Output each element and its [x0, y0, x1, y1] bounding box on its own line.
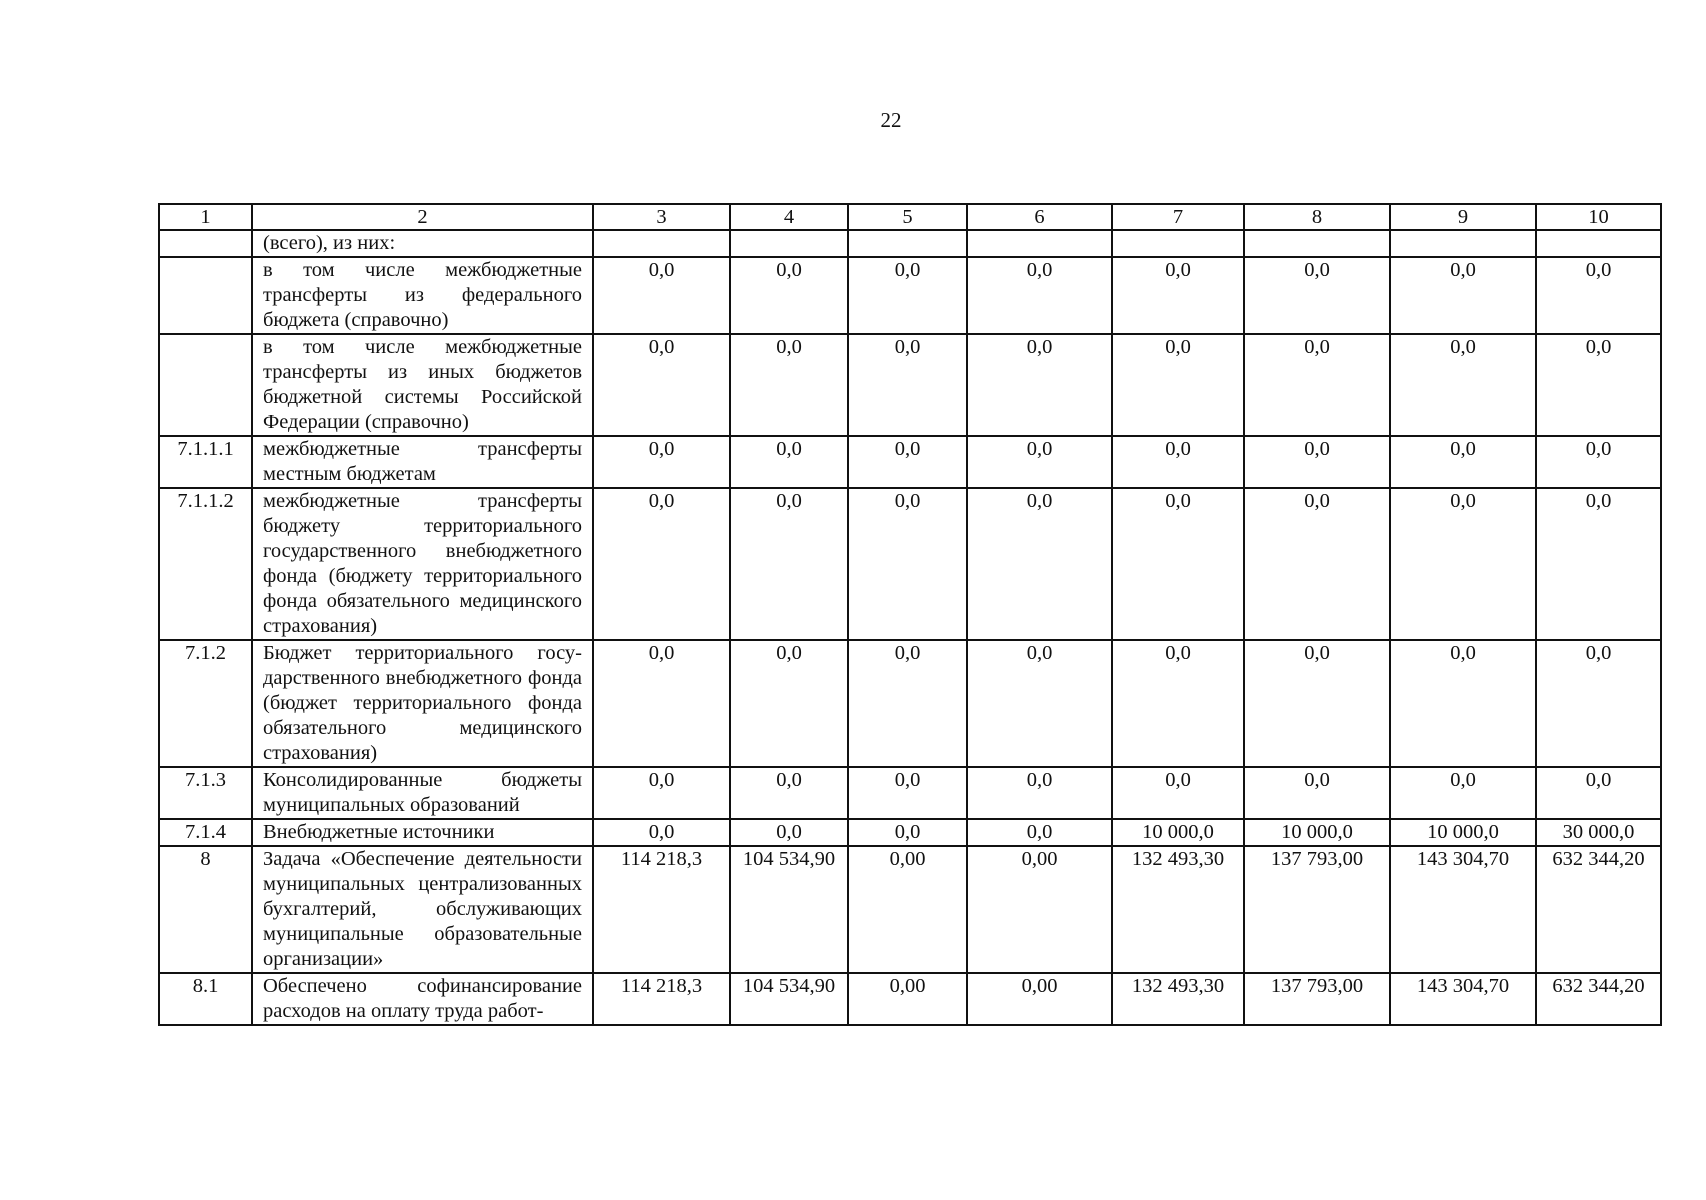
page-number: 22	[880, 108, 902, 132]
value-cell: 132 493,30	[1112, 973, 1244, 1025]
value-cell: 0,00	[848, 846, 967, 973]
value-cell: 0,0	[1244, 436, 1390, 488]
value-cell: 104 534,90	[730, 973, 848, 1025]
column-number: 5	[848, 204, 967, 230]
row-code: 8	[159, 846, 252, 973]
table-row	[159, 436, 1661, 488]
table-row	[159, 640, 1661, 767]
table-row	[159, 230, 1661, 257]
value-cell: 0,0	[730, 257, 848, 334]
table-row	[159, 819, 1661, 846]
value-cell: 0,0	[1112, 257, 1244, 334]
value-cell: 0,0	[848, 819, 967, 846]
row-description: в том числе межбюджетные трансферты из федерального бюджета (справочно)	[252, 257, 593, 334]
value-cell: 0,0	[1244, 257, 1390, 334]
row-code: 7.1.1.1	[159, 436, 252, 488]
value-cell: 632 344,20	[1536, 973, 1661, 1025]
value-cell: 0,0	[1112, 767, 1244, 819]
value-cell: 0,0	[1244, 640, 1390, 767]
value-cell	[848, 230, 967, 257]
column-number: 8	[1244, 204, 1390, 230]
row-description: в том числе межбюджетные трансферты из иных бюджетов бюджетной системы Российской Федерации (справочно)	[252, 334, 593, 436]
value-cell: 0,00	[967, 846, 1112, 973]
row-description: межбюджетные трансферты бюджету территориального государственного внебюджетного фонда (бюджету территориального фонда обязательного медицинского страхования)	[252, 488, 593, 640]
value-cell: 0,0	[967, 819, 1112, 846]
value-cell: 0,0	[848, 488, 967, 640]
row-description: Задача «Обеспечение деятельности муниципальных централизованных бухгалтерий, обслуживающих муниципальные образовательные организации»	[252, 846, 593, 973]
column-number: 3	[593, 204, 730, 230]
value-cell: 0,0	[593, 819, 730, 846]
column-number: 2	[252, 204, 593, 230]
value-cell: 0,0	[1536, 640, 1661, 767]
value-cell: 0,0	[967, 334, 1112, 436]
value-cell: 0,0	[593, 767, 730, 819]
value-cell: 0,0	[1390, 640, 1536, 767]
row-code	[159, 230, 252, 257]
value-cell: 0,0	[593, 436, 730, 488]
value-cell: 0,0	[730, 640, 848, 767]
value-cell: 0,0	[967, 488, 1112, 640]
value-cell: 0,0	[1390, 767, 1536, 819]
value-cell	[730, 230, 848, 257]
value-cell: 0,0	[1536, 767, 1661, 819]
column-number: 1	[159, 204, 252, 230]
table-row	[159, 257, 1661, 334]
value-cell	[1390, 230, 1536, 257]
budget-table	[158, 203, 1662, 1026]
value-cell: 143 304,70	[1390, 846, 1536, 973]
value-cell	[967, 230, 1112, 257]
value-cell	[1244, 230, 1390, 257]
value-cell: 10 000,0	[1390, 819, 1536, 846]
column-number: 4	[730, 204, 848, 230]
value-cell: 0,0	[730, 819, 848, 846]
value-cell: 143 304,70	[1390, 973, 1536, 1025]
column-number: 10	[1536, 204, 1661, 230]
value-cell: 0,0	[848, 767, 967, 819]
value-cell: 0,0	[1112, 436, 1244, 488]
value-cell: 0,0	[730, 436, 848, 488]
value-cell: 10 000,0	[1112, 819, 1244, 846]
row-code: 7.1.2	[159, 640, 252, 767]
value-cell: 0,0	[1536, 436, 1661, 488]
row-description: Обеспечено софинансирование расходов на оплату труда работ-	[252, 973, 593, 1025]
value-cell: 0,0	[593, 640, 730, 767]
row-description: межбюджетные трансферты местным бюджетам	[252, 436, 593, 488]
value-cell: 0,0	[1390, 488, 1536, 640]
value-cell: 0,0	[1112, 334, 1244, 436]
value-cell: 0,0	[1244, 488, 1390, 640]
value-cell: 137 793,00	[1244, 846, 1390, 973]
value-cell: 0,0	[848, 436, 967, 488]
value-cell: 10 000,0	[1244, 819, 1390, 846]
value-cell: 0,0	[1390, 436, 1536, 488]
value-cell: 0,0	[730, 767, 848, 819]
value-cell: 0,0	[1244, 334, 1390, 436]
value-cell: 0,0	[967, 640, 1112, 767]
value-cell: 0,0	[967, 767, 1112, 819]
row-code	[159, 334, 252, 436]
value-cell	[1536, 230, 1661, 257]
row-code	[159, 257, 252, 334]
value-cell	[1112, 230, 1244, 257]
value-cell: 0,0	[1536, 334, 1661, 436]
value-cell: 114 218,3	[593, 973, 730, 1025]
row-code: 7.1.1.2	[159, 488, 252, 640]
value-cell: 0,00	[967, 973, 1112, 1025]
value-cell: 104 534,90	[730, 846, 848, 973]
value-cell: 0,0	[1536, 488, 1661, 640]
value-cell: 0,0	[848, 334, 967, 436]
column-number: 9	[1390, 204, 1536, 230]
value-cell: 0,0	[848, 640, 967, 767]
row-description: (всего), из них:	[252, 230, 593, 257]
value-cell: 0,0	[730, 334, 848, 436]
value-cell: 0,0	[1390, 257, 1536, 334]
row-description: Внебюджетные источники	[252, 819, 593, 846]
value-cell: 0,0	[593, 334, 730, 436]
value-cell: 0,0	[967, 257, 1112, 334]
value-cell: 0,0	[593, 488, 730, 640]
row-description: Консолидированные бюджеты муниципальных образований	[252, 767, 593, 819]
row-code: 8.1	[159, 973, 252, 1025]
column-number: 7	[1112, 204, 1244, 230]
value-cell: 0,0	[848, 257, 967, 334]
value-cell: 0,0	[1536, 257, 1661, 334]
value-cell: 0,0	[593, 257, 730, 334]
row-code: 7.1.3	[159, 767, 252, 819]
value-cell: 0,0	[1112, 640, 1244, 767]
table-row	[159, 846, 1661, 973]
column-number: 6	[967, 204, 1112, 230]
value-cell: 114 218,3	[593, 846, 730, 973]
value-cell: 0,0	[1390, 334, 1536, 436]
row-description: Бюджет территориального государственного внебюджетного фонда (бюджет территориального фонда обязательного медицинского страхования)	[252, 640, 593, 767]
table-row	[159, 767, 1661, 819]
table-row	[159, 973, 1661, 1025]
value-cell: 0,0	[730, 488, 848, 640]
value-cell: 0,0	[967, 436, 1112, 488]
table-row	[159, 488, 1661, 640]
value-cell: 0,0	[1244, 767, 1390, 819]
value-cell: 0,00	[848, 973, 967, 1025]
value-cell: 30 000,0	[1536, 819, 1661, 846]
row-code: 7.1.4	[159, 819, 252, 846]
table-row	[159, 334, 1661, 436]
table-header-row	[159, 204, 1661, 230]
value-cell: 0,0	[1112, 488, 1244, 640]
value-cell: 632 344,20	[1536, 846, 1661, 973]
value-cell	[593, 230, 730, 257]
value-cell: 132 493,30	[1112, 846, 1244, 973]
value-cell: 137 793,00	[1244, 973, 1390, 1025]
